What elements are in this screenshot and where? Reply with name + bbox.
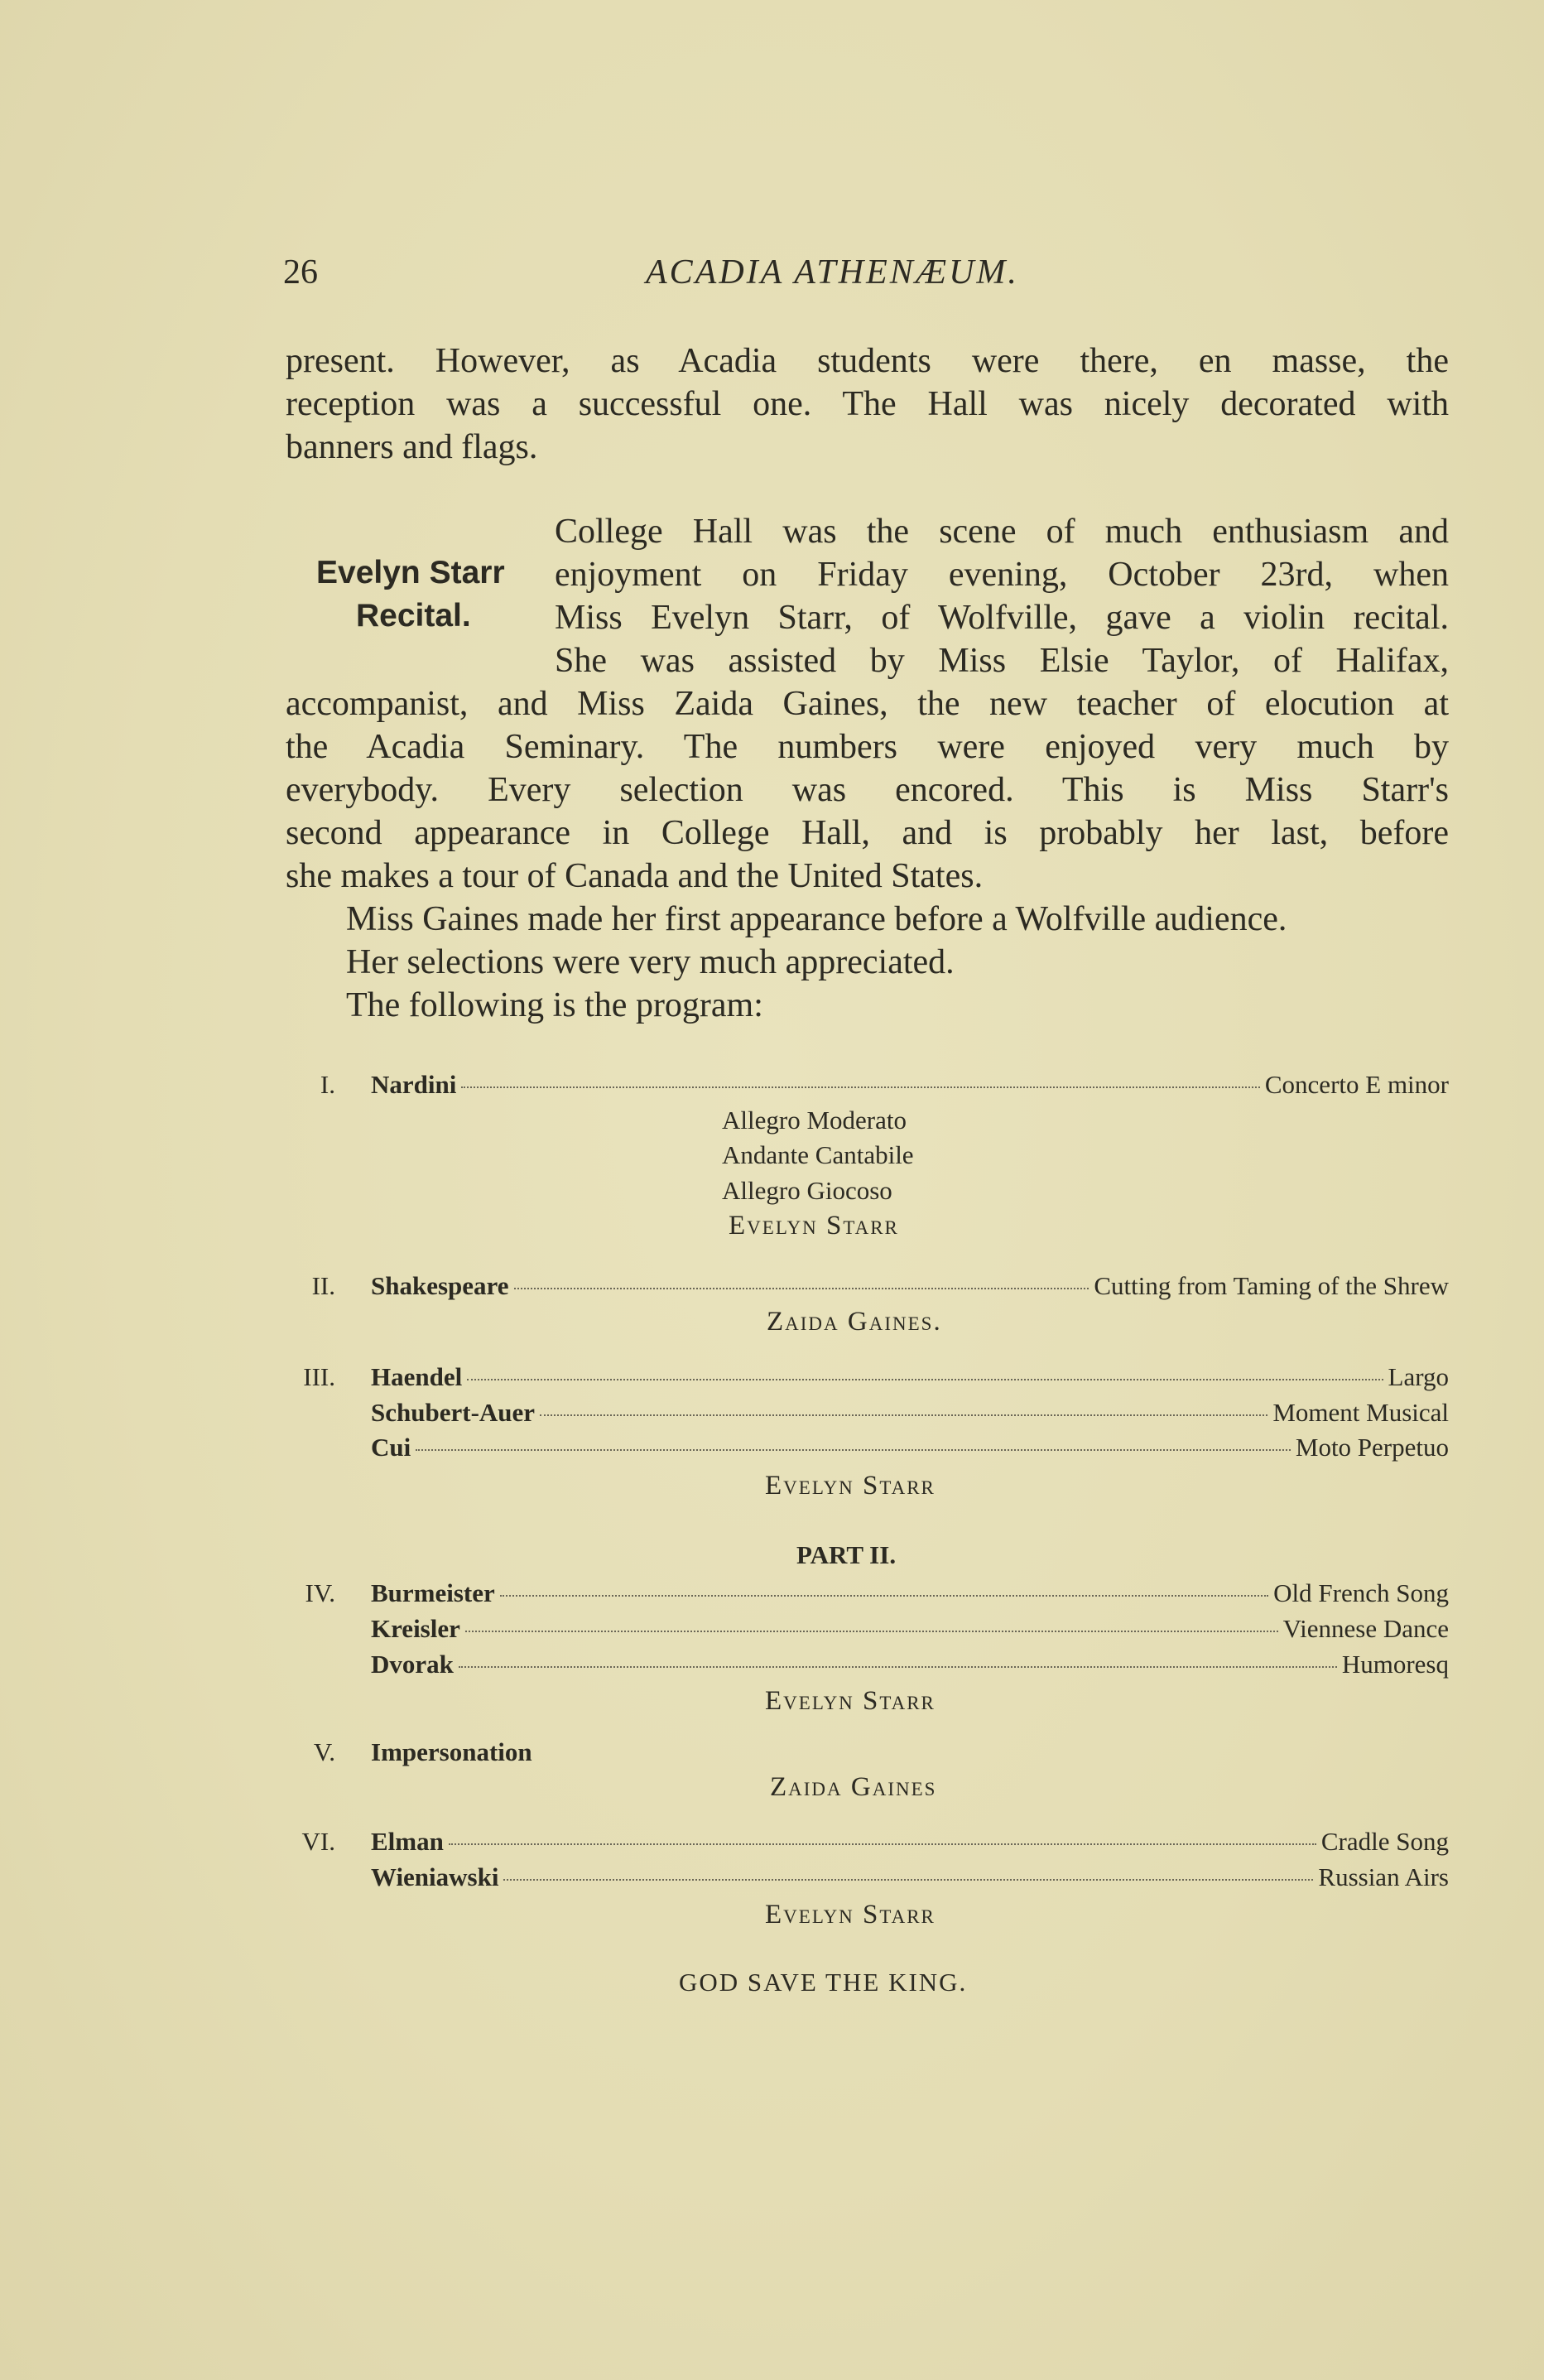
recital-paragraph-full bbox=[286, 682, 1449, 898]
work-title: Humoresq bbox=[1341, 1650, 1449, 1679]
performer: Zaida Gaines. bbox=[767, 1307, 942, 1337]
text-line: banners and flags. bbox=[286, 428, 538, 466]
program-numeral: I. bbox=[320, 1070, 335, 1099]
composer-name: Dvorak bbox=[371, 1650, 454, 1679]
work-title: Concerto E minor bbox=[1264, 1070, 1449, 1099]
work-title: Largo bbox=[1388, 1362, 1449, 1391]
side-heading-line1: Evelyn Starr bbox=[316, 555, 505, 590]
text-line: second appearance in College Hall, and is probably her last, before bbox=[286, 814, 1449, 852]
performer: Evelyn Starr bbox=[765, 1686, 936, 1716]
work-title: Cradle Song bbox=[1320, 1827, 1449, 1856]
program-entry bbox=[371, 1433, 1449, 1462]
movement: Andante Cantabile bbox=[722, 1140, 914, 1169]
gaines-paragraph bbox=[346, 898, 1449, 1027]
text-line: The following is the program: bbox=[346, 986, 763, 1024]
work-title: Old French Song bbox=[1273, 1578, 1449, 1607]
composer-name: Kreisler bbox=[371, 1614, 460, 1643]
leader-dots bbox=[503, 1879, 1313, 1881]
text-line: She was assisted by Miss Elsie Taylor, of Halifax, bbox=[555, 642, 1449, 680]
leader-dots bbox=[449, 1843, 1316, 1845]
composer-name: Haendel bbox=[371, 1362, 463, 1391]
movement: Allegro Giocoso bbox=[722, 1176, 892, 1205]
program-numeral: V. bbox=[313, 1737, 335, 1766]
leader-dots bbox=[459, 1666, 1337, 1668]
closing-line: GOD SAVE THE KING. bbox=[679, 1968, 968, 1997]
text-line: present. However, as Acadia students were there, en masse, the bbox=[286, 342, 1449, 380]
program-entry bbox=[371, 1862, 1449, 1892]
composer-name: Nardini bbox=[371, 1070, 457, 1099]
work-title: Viennese Dance bbox=[1282, 1614, 1449, 1643]
text-line: Miss Evelyn Starr, of Wolfville, gave a violin recital. bbox=[555, 599, 1449, 637]
performer: Evelyn Starr bbox=[729, 1211, 899, 1241]
text-line: reception was a successful one. The Hall was nicely decorated with bbox=[286, 385, 1449, 423]
program-numeral: VI. bbox=[301, 1827, 335, 1856]
leader-dots bbox=[514, 1288, 1089, 1289]
recital-paragraph-indented bbox=[555, 510, 1449, 682]
journal-title: ACADIA ATHENÆUM. bbox=[646, 253, 1019, 291]
leader-dots bbox=[500, 1595, 1268, 1597]
leader-dots bbox=[416, 1449, 1291, 1451]
text-line: Her selections were very much appreciated. bbox=[346, 943, 955, 981]
composer-name: Impersonation bbox=[371, 1737, 532, 1766]
program-entry bbox=[371, 1070, 1449, 1100]
program-entry bbox=[371, 1578, 1449, 1608]
leader-dots bbox=[465, 1631, 1278, 1632]
composer-name: Schubert-Auer bbox=[371, 1398, 536, 1427]
text-line: College Hall was the scene of much enthusiasm and bbox=[555, 513, 1449, 551]
movement: Allegro Moderato bbox=[722, 1106, 907, 1135]
composer-name: Cui bbox=[371, 1433, 411, 1462]
intro-paragraph bbox=[286, 340, 1449, 469]
text-line: she makes a tour of Canada and the United States. bbox=[286, 857, 984, 895]
composer-name: Shakespeare bbox=[371, 1271, 509, 1300]
text-line: accompanist, and Miss Zaida Gaines, the new teacher of elocution at bbox=[286, 685, 1449, 723]
program-entry bbox=[371, 1398, 1449, 1428]
program-numeral: II. bbox=[311, 1271, 335, 1300]
program-entry bbox=[371, 1362, 1449, 1392]
program-entry bbox=[371, 1827, 1449, 1857]
program-entry bbox=[371, 1614, 1449, 1644]
side-heading-line2: Recital. bbox=[356, 598, 471, 634]
performer: Evelyn Starr bbox=[765, 1900, 936, 1930]
text-line: everybody. Every selection was encored. This is Miss Starr's bbox=[286, 771, 1449, 809]
performer: Zaida Gaines bbox=[770, 1772, 937, 1802]
program-entry bbox=[371, 1650, 1449, 1679]
leader-dots bbox=[467, 1379, 1383, 1380]
leader-dots bbox=[540, 1414, 1267, 1416]
part-two-heading: PART II. bbox=[796, 1540, 897, 1569]
leader-dots bbox=[461, 1086, 1260, 1088]
program-numeral: IV. bbox=[305, 1578, 335, 1607]
text-line: enjoyment on Friday evening, October 23rd, when bbox=[555, 556, 1449, 594]
program-entry bbox=[371, 1271, 1449, 1301]
text-line: Miss Gaines made her first appearance before a Wolfville audience. bbox=[346, 900, 1287, 938]
composer-name: Wieniawski bbox=[371, 1862, 499, 1891]
work-title: Cutting from Taming of the Shrew bbox=[1094, 1271, 1449, 1300]
composer-name: Elman bbox=[371, 1827, 444, 1856]
composer-name: Burmeister bbox=[371, 1578, 495, 1607]
text-line: the Acadia Seminary. The numbers were enjoyed very much by bbox=[286, 728, 1449, 766]
work-title: Moment Musical bbox=[1272, 1398, 1449, 1427]
program-numeral: III. bbox=[303, 1362, 335, 1391]
page-number: 26 bbox=[283, 253, 318, 291]
work-title: Russian Airs bbox=[1318, 1862, 1449, 1891]
work-title: Moto Perpetuo bbox=[1295, 1433, 1449, 1462]
performer: Evelyn Starr bbox=[765, 1471, 936, 1501]
